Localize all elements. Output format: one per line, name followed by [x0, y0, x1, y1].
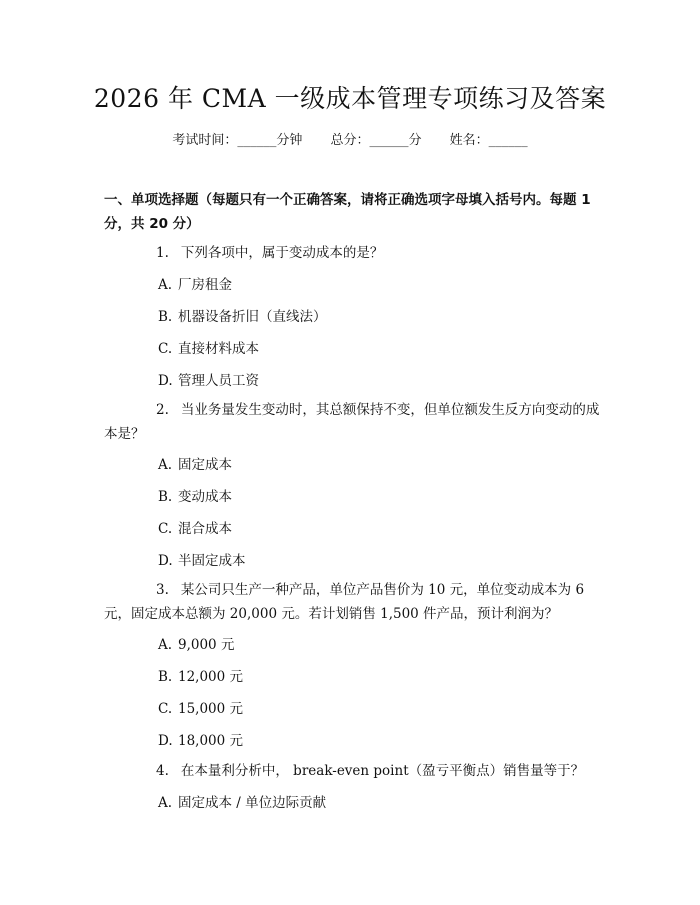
option-text: 直接材料成本 — [178, 341, 259, 357]
option-letter: A. — [158, 637, 173, 653]
option-text: 管理人员工资 — [178, 373, 259, 389]
option-letter: D. — [158, 553, 173, 569]
option-letter: B. — [158, 489, 173, 505]
exam-time-field: 考试时间：______分钟 — [172, 133, 303, 148]
question-4 — [104, 759, 604, 783]
question-1-option-b — [158, 307, 598, 327]
option-text: 机器设备折旧（直线法） — [178, 309, 327, 325]
student-name-field: 姓名：______ — [449, 133, 528, 148]
question-1 — [104, 241, 604, 265]
question-3-option-a — [158, 635, 598, 655]
question-3-option-b — [158, 667, 598, 687]
question-3-option-c — [158, 699, 598, 719]
question-4-option-a — [158, 793, 598, 813]
option-text: 混合成本 — [178, 521, 232, 537]
option-text: 固定成本 — [178, 457, 232, 473]
question-2-option-c — [158, 519, 598, 539]
question-text: 在本量利分析中， break-even point（盈亏平衡点）销售量等于？ — [180, 763, 585, 779]
option-text: 厂房租金 — [178, 277, 232, 293]
option-text: 固定成本 / 单位边际贡献 — [178, 795, 327, 811]
section-heading-single-choice: 一、单项选择题（每题只有一个正确答案，请将正确选项字母填入括号内。每题 1 分，共 20 分） — [104, 192, 591, 232]
option-letter: C. — [158, 521, 173, 537]
question-2 — [104, 398, 604, 446]
question-2-option-d — [158, 551, 598, 571]
question-2-option-b — [158, 487, 598, 507]
option-letter: B. — [158, 669, 173, 685]
option-letter: C. — [158, 701, 173, 717]
option-letter: C. — [158, 341, 173, 357]
question-1-option-d — [158, 371, 598, 391]
option-text: 变动成本 — [178, 489, 232, 505]
question-3 — [104, 578, 604, 626]
option-letter: D. — [158, 733, 173, 749]
option-letter: D. — [158, 373, 173, 389]
question-number: 4. — [156, 763, 169, 779]
question-number: 2. — [156, 402, 169, 418]
option-text: 15,000 元 — [178, 701, 244, 717]
option-letter: A. — [158, 795, 173, 811]
question-number: 1. — [156, 245, 169, 261]
question-number: 3. — [156, 582, 169, 598]
question-text: 当业务量发生变动时，其总额保持不变，但单位额发生反方向变动的成本是？ — [104, 402, 600, 442]
total-score-field: 总分：______分 — [330, 133, 422, 148]
option-text: 12,000 元 — [178, 669, 244, 685]
question-1-option-a — [158, 275, 598, 295]
option-letter: A. — [158, 457, 173, 473]
question-1-option-c — [158, 339, 598, 359]
question-2-option-a — [158, 455, 598, 475]
question-text: 某公司只生产一种产品，单位产品售价为 10 元，单位变动成本为 6 元，固定成本总额为 20,000 元。若计划销售 1,500 件产品，预计利润为？ — [104, 582, 585, 622]
question-3-option-d — [158, 731, 598, 751]
exam-info-line — [0, 131, 700, 151]
document-title: 2026 年 CMA 一级成本管理专项练习及答案 — [93, 84, 607, 113]
question-text: 下列各项中，属于变动成本的是？ — [180, 245, 384, 261]
option-text: 9,000 元 — [178, 637, 235, 653]
option-text: 18,000 元 — [178, 733, 244, 749]
option-letter: B. — [158, 309, 173, 325]
option-text: 半固定成本 — [178, 553, 246, 569]
option-letter: A. — [158, 277, 173, 293]
